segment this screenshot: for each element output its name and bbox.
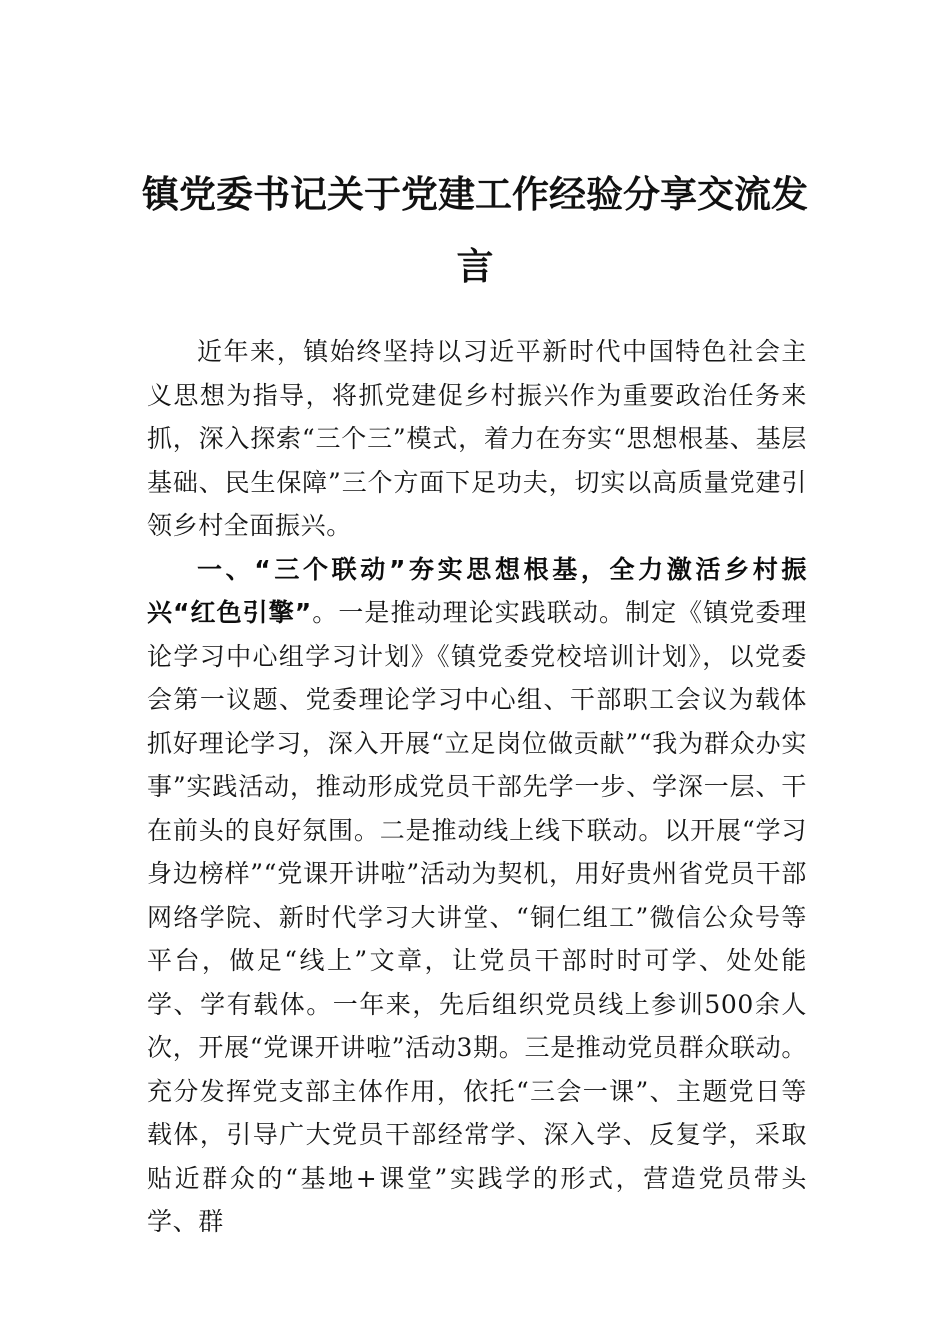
section-1-body: 。一是推动理论实践联动。制定《镇党委理论学习中心组学习计划》《镇党委党校培训计划》，以党委会第一议题、党委理论学习中心组、干部职工会议为载体抓好理论学习，深入开展“立足岗位做贡献”“我为群众办实事”实践活动，推动形成党员干部先学一步、学深一层、干在前头的良好氛围。二是推动线上线下联动。以开展“学习身边榜样”“党课开讲啦”活动为契机，用好贵州省党员干部网络学院、新时代学习大讲堂、“铜仁组工”微信公众号等平台，做足“线上”文章，让党员干部时时可学、处处能学、学有载体。一年来，先后组织党员线上参训500余人次，开展“党课开讲啦”活动3期。三是推动党员群众联动。充分发挥党支部主体作用，依托“三会一课”、主题党日等载体，引导广大党员干部经常学、深入学、反复学，采取贴近群众的“基地+课堂”实践学的形式，营造党员带头学、群 — [147, 598, 808, 1236]
intro-paragraph: 近年来，镇始终坚持以习近平新时代中国特色社会主义思想为指导，将抓党建促乡村振兴作为重要政治任务来抓，深入探索“三个三”模式，着力在夯实“思想根基、基层基础、民生保障”三个方面下足功夫，切实以高质量党建引领乡村全面振兴。 — [147, 337, 807, 540]
document-title: 镇党委书记关于党建工作经验分享交流发言 — [142, 172, 808, 288]
section-1-paragraph — [147, 548, 807, 1244]
section-1-heading: 一、“三个联动”夯实思想根基，全力激活乡村振兴“红色引擎” — [147, 554, 807, 627]
document-body — [147, 330, 807, 1244]
